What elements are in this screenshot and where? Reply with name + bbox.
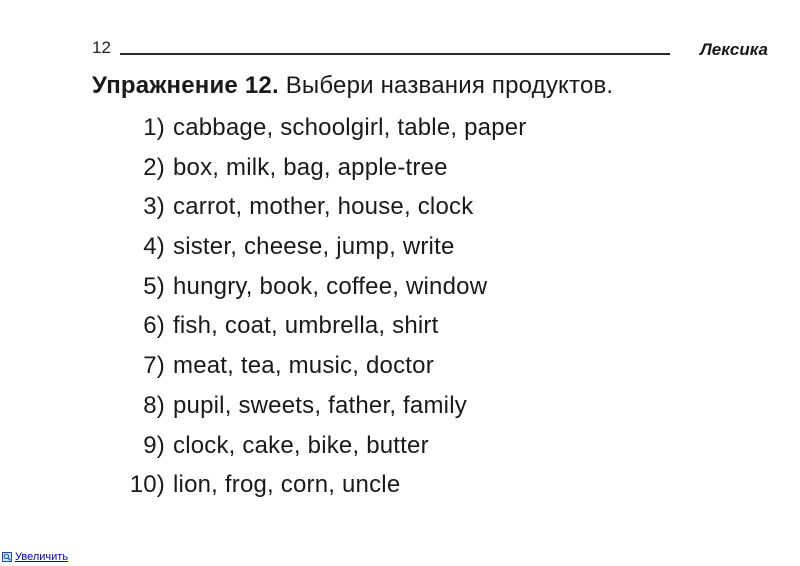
list-item	[118, 108, 527, 148]
list-item	[118, 187, 527, 227]
item-words: sister, cheese, jump, write	[173, 233, 455, 261]
page-number: 12	[92, 38, 111, 57]
word-list	[118, 108, 527, 505]
list-item	[118, 148, 527, 188]
list-item	[118, 227, 527, 267]
list-item	[118, 346, 527, 386]
list-item	[118, 267, 527, 307]
exercise-heading	[92, 72, 613, 100]
zoom-link-row	[2, 551, 68, 563]
zoom-link[interactable]: Увеличить	[15, 551, 69, 563]
item-words: fish, coat, umbrella, shirt	[173, 312, 439, 340]
item-number: 5)	[143, 272, 165, 300]
header-rule	[120, 53, 670, 55]
item-words: hungry, book, coffee, window	[173, 272, 488, 300]
item-words: box, milk, bag, apple-tree	[173, 153, 448, 181]
item-number: 1)	[143, 114, 165, 141]
item-words: lion, frog, corn, uncle	[173, 471, 401, 499]
item-number: 3)	[143, 193, 165, 221]
item-number: 10)	[129, 471, 165, 499]
zoom-icon[interactable]	[2, 552, 12, 562]
item-words: meat, tea, music, doctor	[173, 352, 434, 380]
list-item	[118, 426, 527, 466]
item-number: 9)	[143, 431, 165, 459]
item-number: 4)	[143, 233, 165, 261]
exercise-instruction: Выбери названия продуктов.	[285, 72, 614, 99]
list-item	[118, 465, 527, 505]
item-number: 7)	[143, 352, 165, 380]
list-item	[118, 306, 527, 346]
item-words: clock, cake, bike, butter	[173, 431, 429, 459]
item-number: 2)	[143, 153, 165, 181]
section-title: Лексика	[700, 40, 768, 59]
exercise-label: Упражнение 12.	[92, 72, 279, 99]
item-words: carrot, mother, house, clock	[173, 193, 474, 221]
page-header	[92, 36, 768, 60]
item-number: 6)	[143, 312, 165, 340]
item-words: cabbage, schoolgirl, table, paper	[173, 114, 527, 141]
item-number: 8)	[143, 391, 165, 419]
item-words: pupil, sweets, father, family	[173, 391, 467, 419]
list-item	[118, 386, 527, 426]
